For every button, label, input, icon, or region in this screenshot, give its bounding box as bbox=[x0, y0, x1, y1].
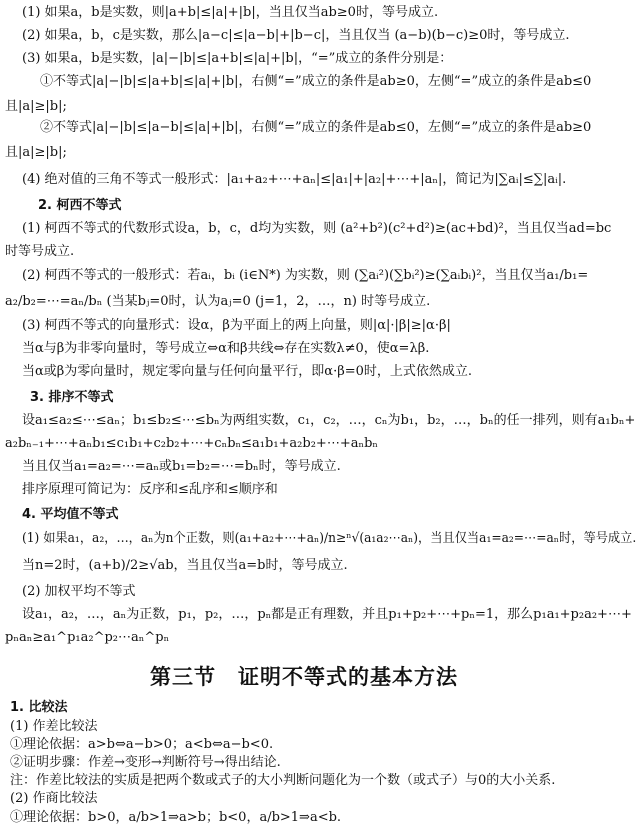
rearrangement-summary: 排序原理可简记为：反序和≤乱序和≤顺序和 bbox=[22, 482, 278, 497]
cauchy-algebraic-form-cont: 时等号成立. bbox=[5, 244, 75, 259]
am-gm-statement: (1) 如果a₁，a₂，…，aₙ为n个正数，则(a₁+a₂+⋯+aₙ)/n≥ⁿ√(a₁a₂⋯aₙ)，当且仅当a₁=a₂=⋯=aₙ时，等号成立. bbox=[22, 531, 637, 546]
difference-method-heading: (1) 作差比较法 bbox=[10, 719, 98, 734]
weighted-mean-statement: 设a₁，a₂，…，aₙ为正数，p₁，p₂，…，pₙ都是正有理数，并且p₁+p₂+⋯+pₙ=1，那么p₁a₁+p₂a₂+⋯+ bbox=[22, 607, 632, 622]
cauchy-vector-nonzero: 当α与β为非零向量时，等号成立⇔α和β共线⇔存在实数λ≠0，使α=λβ. bbox=[22, 341, 430, 356]
cauchy-general-form: (2) 柯西不等式的一般形式：若aᵢ，bᵢ (i∈N*) 为实数，则 (∑aᵢ²)(∑bᵢ²)≥(∑aᵢbᵢ)²，当且仅当a₁/b₁= bbox=[22, 268, 589, 283]
item-3-case-1: ①不等式|a|−|b|≤|a+b|≤|a|+|b|，右侧“=”成立的条件是ab≥0，左侧“=”成立的条件是ab≤0 bbox=[40, 74, 592, 89]
item-3-case-1-cont: 且|a|≥|b|; bbox=[5, 99, 67, 114]
difference-method-note: 注：作差比较法的实质是把两个数或式子的大小判断问题化为一个数（或式子）与0的大小关系. bbox=[10, 773, 556, 788]
item-2-three-term: (2) 如果a，b，c是实数，那么|a−c|≤|a−b|+|b−c|，当且仅当 (a−b)(b−c)≥0时，等号成立. bbox=[22, 28, 570, 43]
weighted-mean-statement-cont: pₙaₙ≥a₁^p₁a₂^p₂⋯aₙ^pₙ bbox=[5, 630, 170, 645]
quotient-method-basis: ①理论依据：b>0，a/b>1⇒a>b；b<0，a/b>1⇒a<b. bbox=[10, 810, 342, 825]
difference-method-basis: ①理论依据：a>b⇔a−b>0；a<b⇔a−b<0. bbox=[10, 737, 274, 752]
am-gm-two-terms: 当n=2时，(a+b)/2≥√ab，当且仅当a=b时，等号成立. bbox=[22, 558, 348, 573]
heading-rearrangement: 3. 排序不等式 bbox=[30, 390, 114, 405]
difference-method-steps: ②证明步骤：作差→变形→判断符号→得出结论. bbox=[10, 755, 281, 770]
cauchy-vector-form: (3) 柯西不等式的向量形式：设α，β为平面上的两上向量，则|α|·|β|≥|α·β| bbox=[22, 318, 451, 333]
item-3-case-2: ②不等式|a|−|b|≤|a−b|≤|a|+|b|，右侧“=”成立的条件是ab≤0，左侧“=”成立的条件是ab≥0 bbox=[40, 120, 592, 135]
cauchy-general-form-cont: a₂/b₂=⋯=aₙ/bₙ (当某bⱼ=0时，认为aⱼ=0 (j=1，2，…，n) 时等号成立. bbox=[5, 294, 431, 309]
weighted-mean-heading: (2) 加权平均不等式 bbox=[22, 584, 136, 599]
item-4-general-form: (4) 绝对值的三角不等式一般形式：|a₁+a₂+⋯+aₙ|≤|a₁|+|a₂|+⋯+|aₙ|，简记为|∑aᵢ|≤∑|aᵢ|. bbox=[22, 172, 567, 187]
item-1-triangle-inequality: (1) 如果a，b是实数，则|a+b|≤|a|+|b|，当且仅当ab≥0时，等号成立. bbox=[22, 5, 439, 20]
cauchy-vector-zero: 当α或β为零向量时，规定零向量与任何向量平行，即α·β=0时，上式依然成立. bbox=[22, 364, 473, 379]
section-title: 第三节 证明不等式的基本方法 bbox=[150, 665, 458, 689]
heading-mean-inequality: 4. 平均值不等式 bbox=[22, 507, 119, 522]
cauchy-algebraic-form: (1) 柯西不等式的代数形式设a，b，c，d均为实数，则 (a²+b²)(c²+d²)≥(ac+bd)²，当且仅当ad=bc bbox=[22, 221, 612, 236]
quotient-method-heading: (2) 作商比较法 bbox=[10, 791, 98, 806]
rearrangement-statement: 设a₁≤a₂≤⋯≤aₙ；b₁≤b₂≤⋯≤bₙ为两组实数，c₁，c₂，…，cₙ为b₁，b₂，…，bₙ的任一排列，则有a₁bₙ+ bbox=[22, 413, 636, 428]
rearrangement-chain: a₂bₙ₋₁+⋯+aₙb₁≤c₁b₁+c₂b₂+⋯+cₙbₙ≤a₁b₁+a₂b₂+⋯+aₙbₙ bbox=[5, 436, 379, 451]
heading-comparison: 1. 比较法 bbox=[10, 700, 68, 715]
item-3-equality-conditions: (3) 如果a，b是实数，|a|−|b|≤|a+b|≤|a|+|b|，“=”成立的条件分别是： bbox=[22, 51, 453, 66]
heading-cauchy: 2. 柯西不等式 bbox=[38, 198, 122, 213]
rearrangement-equality: 当且仅当a₁=a₂=⋯=aₙ或b₁=b₂=⋯=bₙ时，等号成立. bbox=[22, 459, 341, 474]
item-3-case-2-cont: 且|a|≥|b|; bbox=[5, 145, 67, 160]
